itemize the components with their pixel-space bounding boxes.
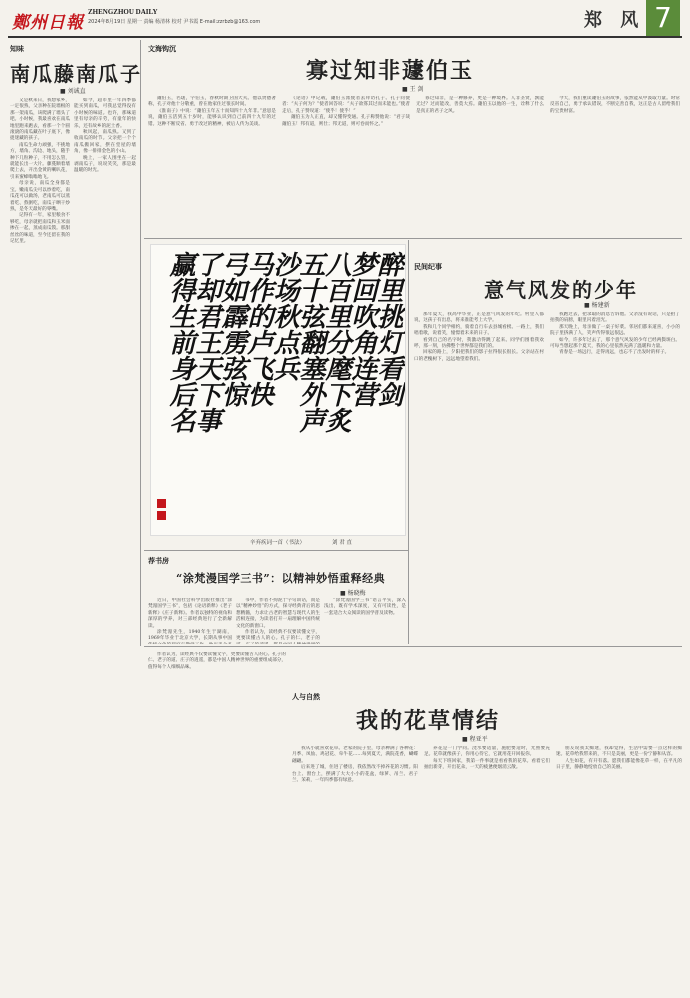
article-byline: ■ 杨晓梅 (340, 590, 366, 597)
paragraph: 每天下班回家，我第一件事就是看看我的花草。看着它们抽出新芽，开出花朵，一天的疲惫便烟消云散。 (424, 758, 550, 771)
paragraph: 看到自己的名字时，我激动得跳了起来。同学们围着我欢呼，那一刻，仿佛整个世界都是我们的。 (414, 337, 544, 350)
paragraph: 我和几个同学相约，骑着自行车去县城看榜。一路上，我们唱着歌，说着笑，憧憬着未来的日子。 (414, 324, 544, 337)
article-body (324, 598, 406, 644)
paragraph: 人生如花，有开有落。愿我们都能像花草一样，在平凡的日子里，静静地绽放自己的美丽。 (556, 758, 682, 771)
paragraph: 今天，我们重读蘧伯玉的故事，依然能从中汲取力量。时常反省自己，勇于承认错误，不断完善自我，这正是古人留给我们的宝贵财富。 (550, 96, 680, 114)
paragraph: 书中，作者不拘泥于字句训诂，而是以“精神妙悟”的方式，探寻经典背后的思想精髓，力求让古老的智慧与现代人的生活相连接，为读者打开一扇理解中国传统文化的新窗口。 (236, 598, 320, 629)
newspaper-logo: 鄭州日報 (12, 13, 84, 33)
article-title: 寡过知非蘧伯玉 (306, 58, 475, 84)
article-tag: 知味 (10, 44, 24, 53)
calligraphy-column: 弓如霹雳弦惊 (217, 251, 247, 407)
paragraph: 养花是一门学问。浇水要适量，施肥要适时，光照要充足。花草就像孩子，你用心待它，它就用花开回报你。 (424, 746, 550, 758)
article-body (10, 98, 70, 990)
paragraph: 南瓜生命力顽强，不挑地方，墙角、沟边、地头，随手种下几粒种子，不用怎么管，就能长出一大片。藤蔓顺着墙爬上去，开出金黄的喇叭花，引来蜜蜂嗡嗡地飞。 (10, 142, 70, 180)
calligraphy-column: 了却君王天下事 (191, 251, 221, 433)
seal-stamp-icon (157, 511, 166, 520)
header-rule (8, 36, 682, 38)
article-body (416, 96, 544, 236)
paragraph: 涂梵漫先生，1940年生于湖南，1969年毕业于北京大学，长期从事中国 (148, 630, 232, 642)
calligraphy-column: 沙场秋点兵 (269, 251, 299, 381)
page-number: 7 (646, 0, 680, 36)
article-byline: ■ 程亚平 (462, 736, 488, 743)
article-title: “涂梵漫国学三书”：以精神妙悟重释经典 (176, 572, 386, 585)
article-body (282, 96, 410, 236)
paragraph: 又是秋来日，我想家乡，一定很熟，父亲种在院墙根的那一架南瓜，该爬满了墙头了吧。小时候，我最喜欢在南瓜地里跑来跑去，看那一个个圆滚滚的南瓜藏在叶子底下，像捉迷藏的孩子。 (10, 98, 70, 142)
paragraph: 后来进了城，住进了楼房，我依然改不掉养花的习惯。阳台上、窗台上，摆满了大大小小的花盆，绿萝、吊兰、君子兰、茉莉，一年四季都有绿意。 (292, 765, 418, 784)
paragraph: “涂梵漫国学三书”语言平实，深入浅出，既有学术深度，又有可读性，是一套适合大众阅读的国学普及读物。 (324, 598, 406, 616)
article-body (556, 746, 682, 990)
calligraphy-column: 八百里分麾下炙 (321, 251, 351, 433)
column-divider (408, 240, 409, 644)
article-body (414, 312, 544, 642)
artwork-caption: 辛弃疾词一首（书法） (250, 540, 306, 546)
paragraph: 那年夏天，我高中毕业，正是意气风发的年纪。村里人都说，这孩子有出息，将来准能考上大学。 (414, 312, 544, 324)
article-title: 我的花草情结 (356, 708, 501, 734)
article-body (292, 746, 418, 990)
newspaper-english-name: ZHENGZHOU DAILY (88, 8, 158, 16)
paragraph: 记得有一年，家里粮食不够吃，母亲就把南瓜和玉米面掺在一起，蒸成南瓜馍。那甜丝丝的味道，至今还留在我的记忆里。 (10, 213, 70, 244)
paragraph: 我跑过去，把录取的消息告诉他。父亲没有说话，只是拍了拍我的肩膀，眼里闪着泪光。 (550, 312, 680, 324)
paragraph: 蘧伯玉为人正直，却又懂得变通。孔子称赞他说：“君子哉蘧伯玉！邦有道，则仕；邦无道，则可卷而怀之。” (282, 115, 410, 127)
calligraphy-column: 五十弦翻塞外声 (295, 251, 325, 433)
article-tag: 文海钩沉 (148, 44, 176, 53)
article-tag: 民间纪事 (414, 262, 442, 271)
article-body (148, 652, 286, 990)
paragraph: 青春是一场远行，走得再远，也忘不了出发时的样子。 (559, 350, 670, 356)
article-body (74, 98, 136, 990)
paragraph: 近日，中国社会科学出版社推出“涂梵漫国学三书”，包括《论语新释》《老子新释》《庄子新释》。作者以独特的视角和深厚的学养，对三部经典进行了全新解读。 (148, 598, 232, 629)
article-title: 南瓜藤南瓜子 (10, 62, 142, 86)
seal-stamp-icon (157, 499, 166, 508)
section-name: 郑 风 (584, 10, 645, 31)
calligraphy-column: 赢得生前身后名 (165, 251, 195, 433)
calligraphy-column: 马作的卢飞快 (243, 251, 273, 407)
paragraph: 《论语》中记载，蘧伯玉派使者去拜访孔子。孔子问使者：“夫子何为？”使者回答说：“夫子欲寡其过而未能也。”使者走后，孔子赞叹道：“使乎！使乎！” (282, 96, 410, 114)
article-tag: 人与自然 (292, 692, 320, 701)
paragraph: 我从小就喜欢花草。老家的院子里，母亲种满了各种花：月季、凤仙、鸡冠花、牵牛花……每到夏天，满院花香，蝴蝶翩翩。 (292, 746, 418, 764)
paragraph: 作者认为，读经典不仅要读懂文字，更要读懂古人的心。孔子的仁、老子的道、庄子的逍遥，都是中国人精神世界的重要组成部分，值得每个人细细品味。 (148, 652, 286, 670)
paragraph: 秋风起，南瓜熟。又到了收南瓜的时节。父亲把一个个南瓜搬回家，摆在堂屋的墙角，像一排排金色的小山。 (74, 130, 136, 155)
column-divider (140, 40, 141, 646)
article-byline: ■ 王 剑 (402, 86, 424, 93)
article-body (550, 312, 680, 642)
paragraph: 《淮南子》中说：“蘧伯玉年五十而知四十九年非。”意思是说，蘧伯玉活到五十岁时，能够认识到自己前四十九年的过错。这种不断反省、勇于改过的精神，被后人传为美谈。 (148, 108, 276, 127)
article-title: 意气风发的少年 (484, 278, 638, 302)
article-body (236, 598, 320, 644)
paragraph: 母亲说，南瓜全身都是宝。嫩南瓜尖可以炒着吃，南瓜花可以做汤，老南瓜可以蒸着吃、熬粥吃，南瓜子晒干炒熟，是冬天最好的零嘴。 (10, 181, 70, 212)
article-byline: ■ 杨建新 (584, 302, 610, 309)
paragraph: 晚上，一家人围坐在一起剥南瓜子，说说笑笑，那是最温暖的时光。 (74, 155, 136, 174)
article-body (424, 746, 550, 990)
row-divider (144, 646, 682, 647)
article-tag: 荐书房 (148, 556, 169, 565)
row-divider (144, 238, 682, 239)
paragraph: 回家的路上，夕阳把我们的影子拉得很长很长。父亲站在村口的老槐树下，远远地望着我们。 (414, 350, 544, 362)
paragraph: 作者认为，读经典不仅要读懂文字，更要读懂古人的心。孔子的仁、老子的 (236, 630, 320, 642)
calligraphy-column: 梦回吹角连营 (347, 251, 377, 407)
artwork-author: 刘 君 直 (332, 540, 352, 546)
article-body (550, 96, 680, 236)
calligraphy-artwork (150, 244, 406, 536)
paragraph: 如今，许多年过去了，那个意气风发的少年已经两鬓斑白。可每当想起那个夏天，我的心里依然充满了温暖和力量。 (550, 337, 680, 350)
issue-info: 2024年8月19日 星期一 责编 杨清林 校对 尹书霞 E-mail:zzrbzb@163.com (88, 19, 261, 25)
article-body (148, 598, 232, 644)
paragraph: 蘧伯玉，名瑗，字伯玉，春秋时期卫国大夫。他以贤德著称，孔子对他十分敬重，曾在他家住过很长时间。 (148, 96, 276, 108)
paragraph: 寡过知非，是一种修养，更是一种境界。人非圣贤，孰能无过？过而能改，善莫大焉。蘧伯玉以他的一生，诠释了什么是真正的君子之风。 (416, 96, 544, 114)
article-body (148, 96, 276, 236)
paragraph: 如今，超市里一年四季都能买到南瓜，可我总觉得没有小时候的味道。也许，那味道里有母亲的辛劳，有童年的快乐，还有故乡的泥土香。 (74, 98, 136, 129)
paragraph: 朋友说我太痴迷，我却觉得，生活中需要一点这样的痴迷。花草给我带来的，不只是美丽，更是一份宁静和从容。 (556, 746, 682, 758)
article-byline: ■ 刘诚直 (60, 88, 86, 95)
calligraphy-column: 醉里挑灯看剑 (373, 251, 403, 407)
paragraph: 那天晚上，母亲做了一桌子好菜。邻居们都来道喜，小小的院子里挤满了人，笑声传得很远很远。 (550, 324, 680, 337)
row-divider (144, 550, 408, 551)
